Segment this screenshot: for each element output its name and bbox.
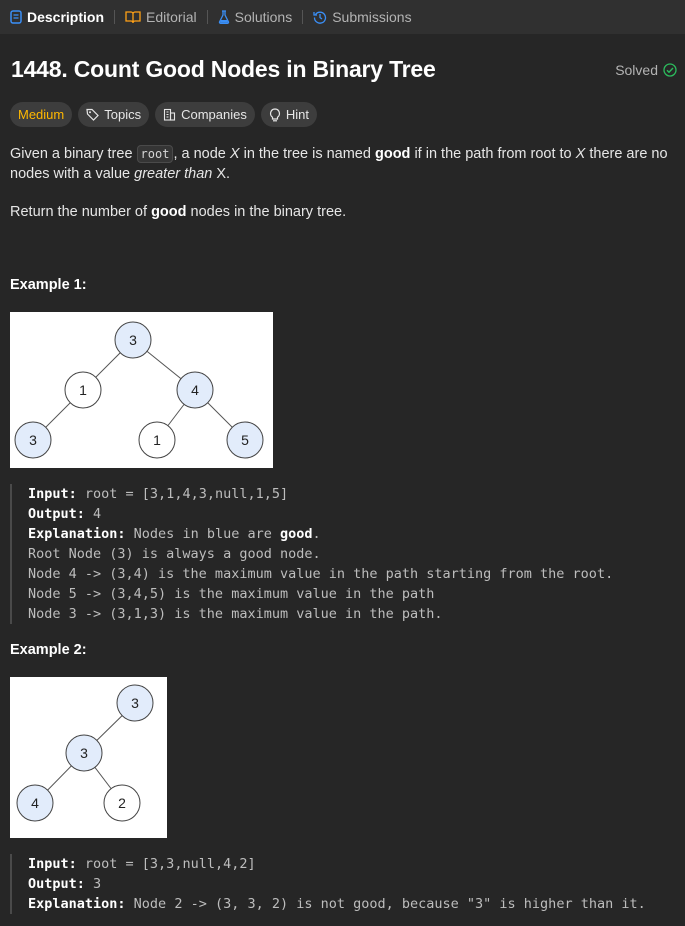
output-label: Output: bbox=[28, 506, 85, 522]
tag-row bbox=[10, 102, 317, 127]
input-line bbox=[28, 484, 613, 504]
text: Given a binary tree bbox=[10, 146, 137, 162]
tree-diagram bbox=[10, 677, 167, 838]
explanation-text: Nodes in blue are bbox=[125, 526, 280, 542]
example-2-tree-image bbox=[10, 677, 167, 838]
example-1-tree-image bbox=[10, 312, 273, 468]
tree-node-good bbox=[15, 422, 51, 458]
tree-diagram bbox=[10, 312, 273, 468]
tab-solutions[interactable] bbox=[216, 9, 295, 25]
tree-node bbox=[139, 422, 175, 458]
example-2-heading: Example 2: bbox=[10, 642, 87, 658]
example-1-block bbox=[10, 484, 613, 624]
problem-title[interactable]: 1448. Count Good Nodes in Binary Tree bbox=[11, 56, 436, 82]
node-value: 1 bbox=[79, 382, 87, 398]
explanation-text: . bbox=[312, 526, 321, 542]
tree-node-good bbox=[177, 372, 213, 408]
explanation-text: Node 2 -> (3, 3, 2) is not good, because "3" is higher than it. bbox=[125, 896, 646, 912]
difficulty-badge bbox=[10, 102, 72, 127]
tab-solutions-label: Solutions bbox=[234, 9, 293, 25]
explanation-line bbox=[28, 894, 646, 914]
tab-divider bbox=[207, 10, 208, 24]
topics-label: Topics bbox=[104, 107, 142, 122]
problem-header bbox=[11, 56, 677, 83]
explanation-line bbox=[28, 524, 613, 544]
node-value: 2 bbox=[118, 795, 126, 811]
input-value: root = [3,3,null,4,2] bbox=[76, 856, 256, 872]
output-value: 3 bbox=[84, 876, 102, 892]
text: X. bbox=[212, 166, 231, 182]
explanation-detail: Node 5 -> (3,4,5) is the maximum value in the path bbox=[28, 586, 435, 602]
input-label: Input: bbox=[28, 486, 77, 502]
explanation-detail: Root Node (3) is always a good node. bbox=[28, 546, 321, 562]
italic-text: X bbox=[229, 146, 240, 162]
tab-description[interactable] bbox=[8, 9, 106, 25]
bold-text: good bbox=[279, 526, 313, 542]
node-value: 3 bbox=[80, 745, 88, 761]
tree-node-good bbox=[17, 785, 53, 821]
flask-icon bbox=[218, 10, 230, 24]
output-line bbox=[28, 874, 646, 894]
text: nodes in the binary tree. bbox=[186, 204, 347, 220]
bold-text: good bbox=[374, 146, 411, 162]
tree-node-good bbox=[227, 422, 263, 458]
tab-editorial[interactable] bbox=[123, 9, 199, 25]
building-icon bbox=[163, 108, 176, 121]
text: if in the path from root to bbox=[410, 146, 576, 162]
example-2-block bbox=[10, 854, 646, 914]
node-value: 3 bbox=[131, 695, 139, 711]
solved-status bbox=[615, 62, 677, 78]
italic-text: X bbox=[575, 146, 586, 162]
explanation-detail: Node 4 -> (3,4) is the maximum value in the path starting from the root. bbox=[28, 566, 614, 582]
history-icon bbox=[313, 10, 327, 24]
tree-node-good bbox=[66, 735, 102, 771]
description-icon bbox=[10, 10, 22, 24]
text: Return the number of bbox=[10, 204, 152, 220]
book-icon bbox=[125, 10, 141, 24]
tree-node-good bbox=[117, 685, 153, 721]
topics-button[interactable] bbox=[78, 102, 149, 127]
solved-label: Solved bbox=[615, 61, 658, 78]
tree-node-good bbox=[115, 322, 151, 358]
lightbulb-icon bbox=[269, 108, 281, 122]
node-value: 4 bbox=[31, 795, 39, 811]
italic-text: greater than bbox=[134, 166, 213, 182]
hint-button[interactable] bbox=[261, 102, 317, 127]
input-line bbox=[28, 854, 646, 874]
inline-code: root bbox=[137, 145, 174, 163]
bold-text: good bbox=[151, 204, 187, 220]
explanation-label: Explanation: bbox=[28, 896, 126, 912]
tab-description-label: Description bbox=[27, 9, 105, 25]
text: in the tree is named bbox=[239, 146, 375, 162]
node-value: 5 bbox=[241, 432, 249, 448]
hint-label: Hint bbox=[285, 107, 309, 122]
tab-divider bbox=[114, 10, 115, 24]
output-label: Output: bbox=[28, 876, 85, 892]
output-line bbox=[28, 504, 613, 524]
node-value: 3 bbox=[29, 432, 37, 448]
text: there are no nodes with a value bbox=[10, 146, 668, 182]
output-value: 4 bbox=[84, 506, 102, 522]
tag-icon bbox=[86, 108, 99, 121]
tab-bar bbox=[0, 0, 685, 34]
explanation-detail: Node 3 -> (3,1,3) is the maximum value in the path. bbox=[28, 606, 443, 622]
node-value: 3 bbox=[129, 332, 137, 348]
tree-node bbox=[65, 372, 101, 408]
companies-button[interactable] bbox=[155, 102, 255, 127]
explanation-label: Explanation: bbox=[28, 526, 126, 542]
difficulty-label: Medium bbox=[18, 107, 65, 122]
tab-editorial-label: Editorial bbox=[146, 9, 197, 25]
input-value: root = [3,1,4,3,null,1,5] bbox=[76, 486, 289, 502]
description-paragraph bbox=[10, 202, 671, 222]
input-label: Input: bbox=[28, 856, 77, 872]
check-circle-icon bbox=[663, 63, 677, 77]
tab-submissions-label: Submissions bbox=[332, 9, 412, 25]
node-value: 4 bbox=[191, 382, 199, 398]
companies-label: Companies bbox=[181, 107, 247, 122]
description-paragraph bbox=[10, 144, 671, 184]
tree-node bbox=[104, 785, 140, 821]
tab-submissions[interactable] bbox=[311, 9, 413, 25]
text: , a node bbox=[173, 146, 230, 162]
example-1-heading: Example 1: bbox=[10, 277, 87, 293]
tab-divider bbox=[302, 10, 303, 24]
node-value: 1 bbox=[153, 432, 161, 448]
